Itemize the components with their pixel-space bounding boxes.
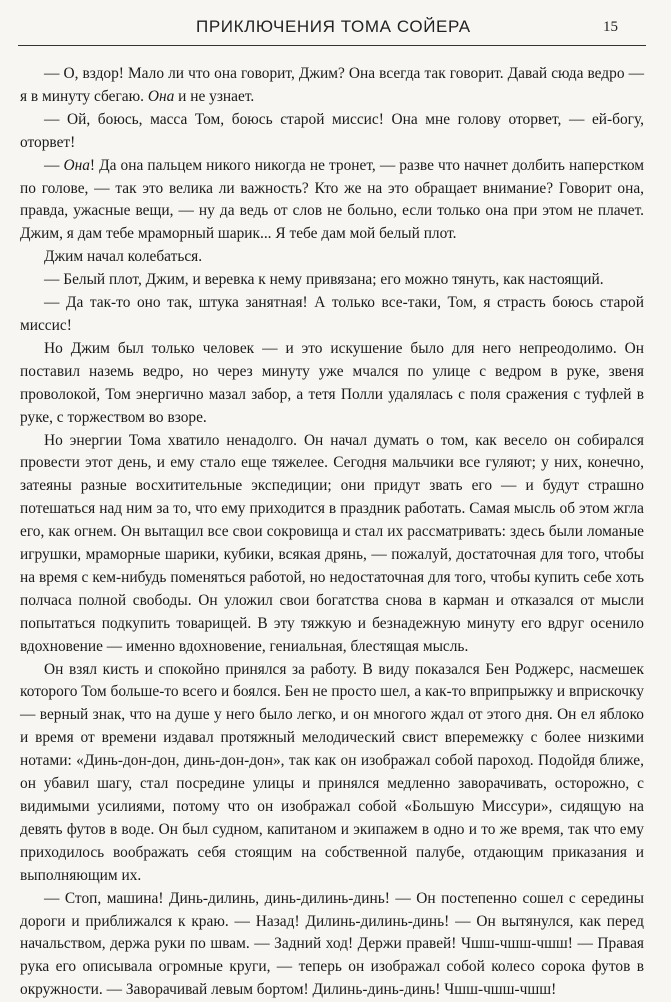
paragraph: Он взял кисть и спокойно принялся за работу. В виду показался Бен Роджерс, насмешек которого Том больше-то всего и боялся. Бен не просто шел, а как-то вприпрыжку и вприскочку — верный знак, что на душе у него было легко, и он многого ждал от этого дня. Он ел яблоко и время от времени издавал протяжный мелодический свист вперемежку с более низкими нотами: «Динь-дон-дон, динь-дон-дон», так как он изображал собой пароход. Подойдя ближе, он убавил шагу, стал посредине улицы и принялся медленно заворачивать, осторожно, с видимыми усилиями, потому что он изображал собой «Большую Миссури», сидящую на девять футов в воде. Он был судном, капитаном и экипажем в одно и то же время, так что ему приходилось воображать себя стоящим на собственной палубе, отдающим приказания и выполняющим их. xyxy=(20,660,644,884)
page-number: 15 xyxy=(603,19,618,35)
paragraph: — Ой, боюсь, масса Том, боюсь старой миссис! Она мне голову оторвет, — ей-богу, оторвет! xyxy=(20,110,644,151)
paragraph: — О, вздор! Мало ли что она говорит, Джим? Она всегда так говорит. Давай сюда ведро — я в минуту сбегаю. Она и не узнает. xyxy=(20,65,644,105)
emphasis: Она xyxy=(63,156,90,174)
running-header xyxy=(0,0,671,46)
book-title: ПРИКЛЮЧЕНИЯ ТОМА СОЙЕРА xyxy=(196,17,471,36)
paragraph: — Стоп, машина! Динь-дилинь, динь-дилинь-динь! — Он постепенно сошел с середины дороги и приближался к краю. — Назад! Дилинь-дилинь-динь! — Он вытянулся, как перед начальством, держа руки по швам. — Задний ход! Держи правей! Чшш-чшш-чшш! — Правая рука его описывала огромные круги, — теперь он изображал собой колесо сорока футов в окружности. — Заворачивай левым бортом! Дилинь-динь-динь! Чшш-чшш-чшш! xyxy=(20,889,644,999)
paragraph: Но Джим был только человек — и это искушение было для него непреодолимо. Он поставил наземь ведро, но через минуту уже мчался по улице с ведром в руке, звеня проволокой, Том энергично мазал забор, а тетя Полли удалялась с поля сражения с туфлей в руке, с торжеством во взоре. xyxy=(20,339,644,426)
paragraph: Но энергии Тома хватило ненадолго. Он начал думать о том, как весело он собирался провести этот день, и ему стало еще тяжелее. Сегодня мальчики все гуляют; у них, конечно, затеяны разные восхитительные экспедиции; они придут звать его — и будут страшно потешаться над ним за то, что ему приходится в праздник работать. Самая мысль об этом жгла его, как огнем. Он вытащил все свои сокровища и стал их рассматривать: здесь были ломаные игрушки, мраморные шарики, кубики, всякая дрянь, — пожалуй, достаточная для того, чтобы на время с кем-нибудь поменяться работой, но недостаточная для того, чтобы купить себе хоть полчаса полной свободы. Он уложил свои богатства снова в карман и отказался от мысли попытаться подкупить товарищей. В эту тяжкую и безнадежную минуту его вдруг осенило вдохновение — именно вдохновение, гениальная, блестящая мысль. xyxy=(20,431,644,655)
text-body xyxy=(20,63,644,1002)
paragraph: Джим начал колебаться. xyxy=(44,248,203,266)
header-rule xyxy=(18,45,646,46)
paragraph: — Да так-то оно так, штука занятная! А только все-таки, Том, я страсть боюсь старой миссис! xyxy=(20,294,644,334)
paragraph: — Она! Да она пальцем никого никогда не тронет, — разве что начнет долбить наперстком по голове, — так это велика ли важность? Кто же на это обращает внимание? Говорит она, правда, ужасные вещи, — ну да ведь от слов не больно, если только она при этом не плачет. Джим, я дам тебе мраморный шарик... Я тебе дам мой белый плот. xyxy=(20,156,644,243)
emphasis: Она xyxy=(147,87,175,105)
paragraph: — Белый плот, Джим, и веревка к нему привязана; его можно тянуть, как настоящий. xyxy=(44,271,604,289)
